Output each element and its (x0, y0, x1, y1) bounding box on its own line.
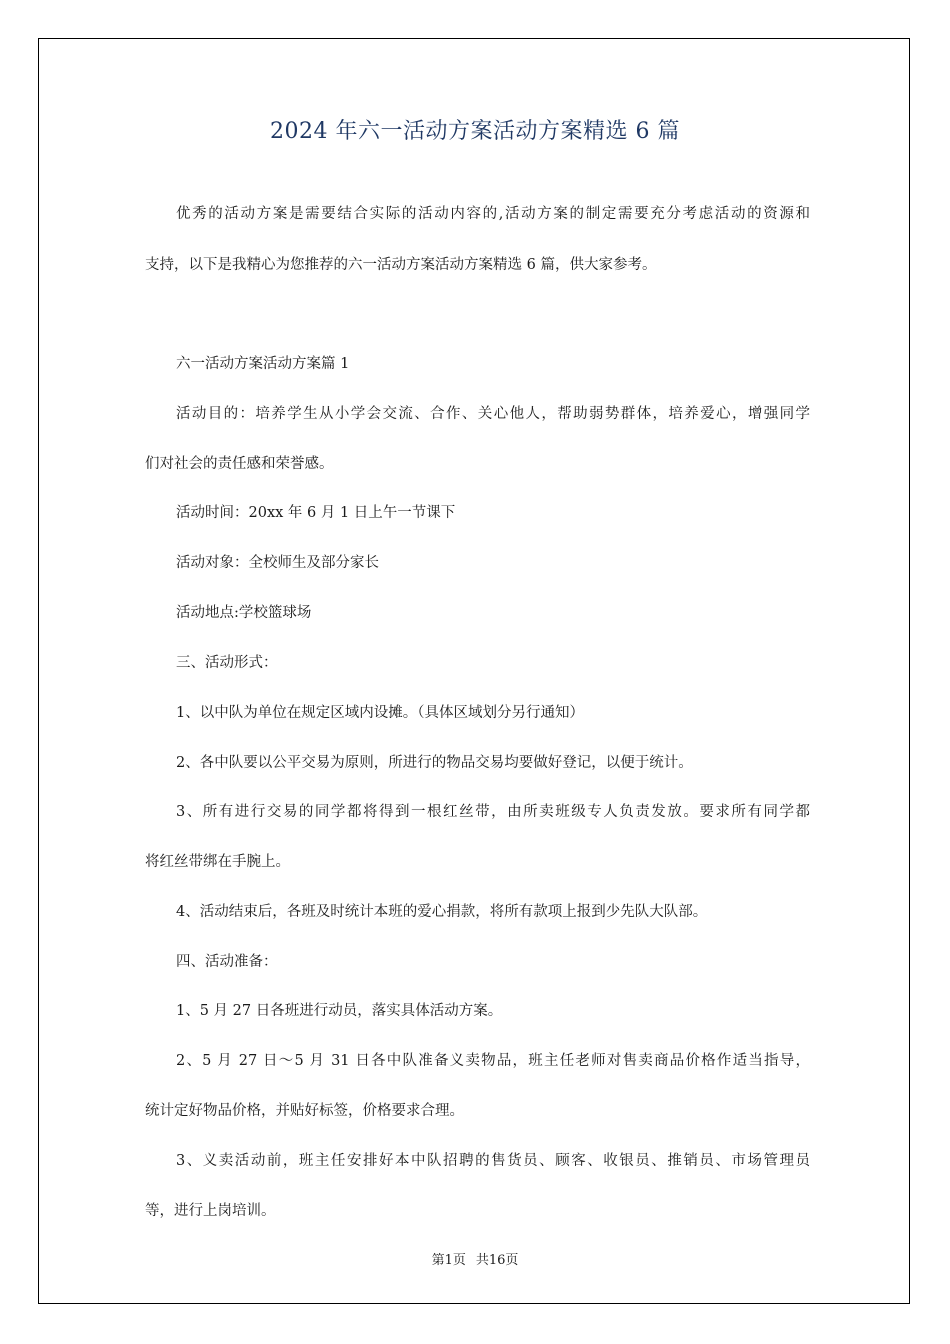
prep-item-3-line-2: 等，进行上岗培训。 (145, 1203, 276, 1219)
prep-heading: 四、活动准备： (176, 954, 278, 970)
prep-item-3-line-1: 3、义卖活动前，班主任安排好本中队招聘的售货员、顾客、收银员、推销员、市场管理员 (176, 1153, 810, 1169)
location-line: 活动地点:学校篮球场 (176, 605, 312, 621)
intro-line-2: 支持，以下是我精心为您推荐的六一活动方案活动方案精选 6 篇，供大家参考。 (145, 257, 657, 273)
page-number: 第1页 (431, 1253, 466, 1268)
section-heading-1: 六一活动方案活动方案篇 1 (176, 356, 350, 372)
audience-line: 活动对象：全校师生及部分家长 (176, 555, 379, 571)
form-item-4: 4、活动结束后，各班及时统计本班的爱心捐款，将所有款项上报到少先队大队部。 (176, 904, 708, 920)
form-item-1: 1、以中队为单位在规定区域内设摊。（具体区域划分另行通知） (176, 705, 584, 721)
prep-item-2-line-2: 统计定好物品价格，并贴好标签，价格要求合理。 (145, 1103, 464, 1119)
form-heading: 三、活动形式： (176, 655, 278, 671)
prep-item-1: 1、5 月 27 日各班进行动员，落实具体活动方案。 (176, 1003, 503, 1019)
time-line: 活动时间：20xx 年 6 月 1 日上午一节课下 (176, 505, 456, 521)
purpose-line-1: 活动目的：培养学生从小学会交流、合作、关心他人，帮助弱势群体，培养爱心，增强同学 (176, 406, 810, 422)
form-item-3-line-1: 3、所有进行交易的同学都将得到一根红丝带，由所卖班级专人负责发放。要求所有同学都 (176, 804, 810, 820)
form-item-2: 2、各中队要以公平交易为原则，所进行的物品交易均要做好登记，以便于统计。 (176, 755, 693, 771)
page-footer (0, 1249, 950, 1268)
prep-item-2-line-1: 2、5 月 27 日～5 月 31 日各中队准备义卖物品，班主任老师对售卖商品价格作适当指导， (176, 1053, 810, 1069)
intro-line-1: 优秀的活动方案是需要结合实际的活动内容的,活动方案的制定需要充分考虑活动的资源和 (176, 206, 810, 222)
purpose-line-2: 们对社会的责任感和荣誉感。 (145, 456, 334, 472)
form-item-3-line-2: 将红丝带绑在手腕上。 (145, 854, 290, 870)
page-total: 共16页 (475, 1253, 519, 1268)
document-title: 2024 年六一活动方案活动方案精选 6 篇 (270, 119, 680, 144)
